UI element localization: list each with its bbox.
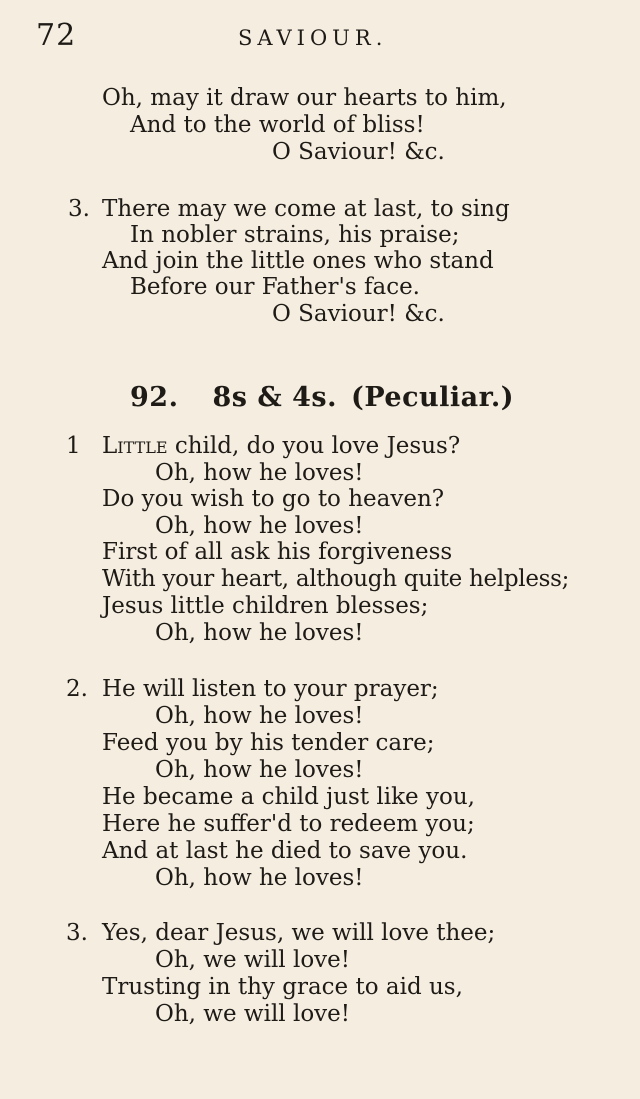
first-line-rest: child, do you love Jesus? <box>167 433 461 459</box>
verse-line: Yes, dear Jesus, we will love thee; <box>102 920 496 946</box>
refrain-line: Oh, we will love! <box>155 947 351 973</box>
verse-line: Here he suffer'd to redeem you; <box>102 811 475 837</box>
refrain-line: Oh, how he loves! <box>155 513 364 539</box>
hymn-heading <box>130 382 514 413</box>
verse-line: Feed you by his tender care; <box>102 730 435 756</box>
refrain-line: Oh, how he loves! <box>155 703 364 729</box>
verse-line: Trusting in thy grace to aid us, <box>102 974 463 1000</box>
verse-line: First of all ask his forgiveness <box>102 539 453 565</box>
page-number: 72 <box>36 18 77 53</box>
chorus-ref: O Saviour! &c. <box>272 139 445 165</box>
running-title: SAVIOUR. <box>238 26 388 50</box>
verse-line: With your heart, although quite helpless; <box>102 566 570 592</box>
hymn-number: 92. <box>130 382 179 413</box>
verse-line: In nobler strains, his praise; <box>130 222 460 248</box>
verse-line: Oh, may it draw our hearts to him, <box>102 85 507 111</box>
verse-number: 3. <box>66 920 88 946</box>
first-word: Little <box>102 433 168 459</box>
chorus-ref: O Saviour! &c. <box>272 301 445 327</box>
verse-number: 3. <box>68 196 90 222</box>
verse-line: And join the little ones who stand <box>102 248 494 274</box>
verse-number: 2. <box>66 676 88 702</box>
refrain-line: Oh, how he loves! <box>155 757 364 783</box>
refrain-line: Oh, we will love! <box>155 1001 351 1027</box>
verse-line: There may we come at last, to sing <box>102 196 510 222</box>
verse-line <box>102 432 460 460</box>
verse-line: And at last he died to save you. <box>102 838 468 864</box>
hymn-note: (Peculiar.) <box>351 382 515 413</box>
refrain-line: Oh, how he loves! <box>155 460 364 486</box>
verse-number: 1 <box>66 433 81 459</box>
verse-line: He will listen to your prayer; <box>102 676 439 702</box>
verse-line: Before our Father's face. <box>130 274 420 300</box>
hymn-meter: 8s & 4s. <box>212 382 338 413</box>
verse-line: And to the world of bliss! <box>130 112 425 138</box>
verse-line: He became a child just like you, <box>102 784 475 810</box>
verse-line: Jesus little children blesses; <box>102 593 429 619</box>
refrain-line: Oh, how he loves! <box>155 620 364 646</box>
refrain-line: Oh, how he loves! <box>155 865 364 891</box>
verse-line: Do you wish to go to heaven? <box>102 486 445 512</box>
